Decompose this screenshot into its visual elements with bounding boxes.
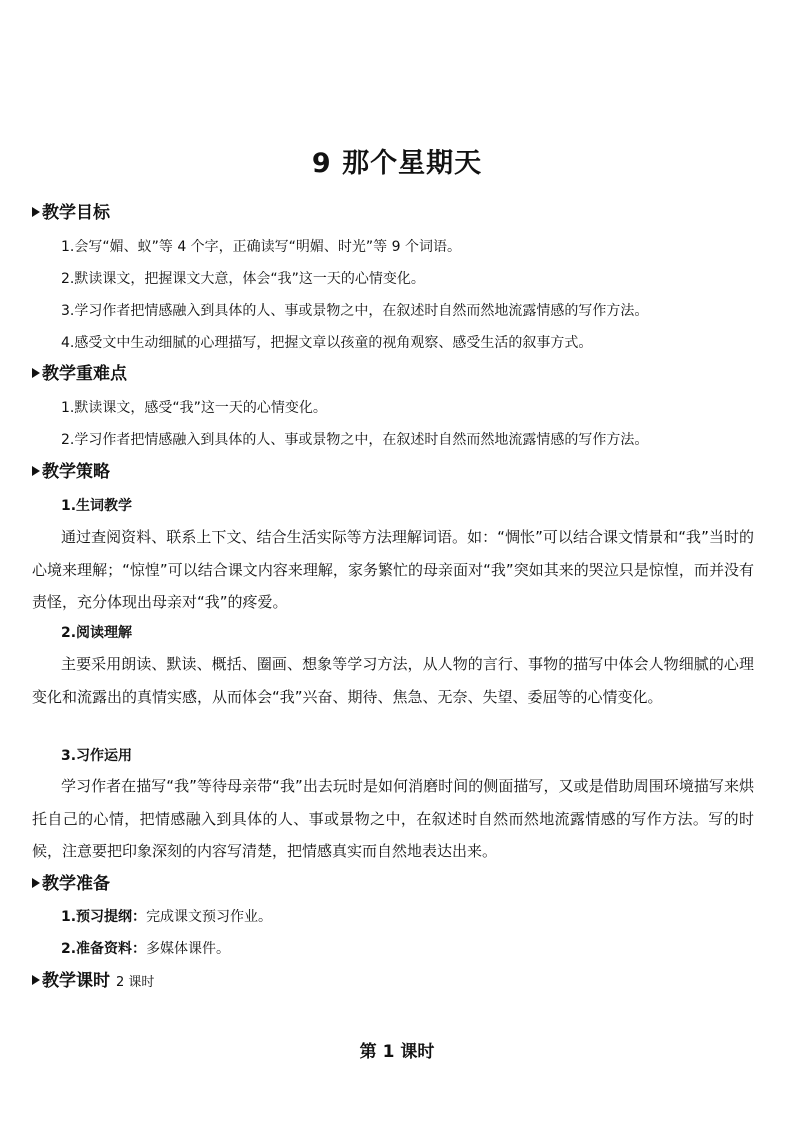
hours-value: 2 课时 <box>116 975 155 990</box>
preparation-text: 完成课文预习作业。 <box>146 909 273 925</box>
strategy-paragraph: 通过查阅资料、联系上下文、结合生活实际等方法理解词语。如：“惆怅”可以结合课文情景和“我”当时的心境来理解；“惊惶”可以结合课文内容来理解，家务繁忙的母亲面对“我”突如其来的哭泣只是惊惶，而并没有责怪，充分体现出母亲对“我”的疼爱。 <box>32 528 754 611</box>
triangle-bullet-icon <box>32 466 40 476</box>
triangle-bullet-icon <box>32 975 40 985</box>
heading-label: 教学课时 <box>42 971 110 991</box>
preparation-item <box>61 939 230 959</box>
triangle-bullet-icon <box>32 207 40 217</box>
section-heading-key-points <box>32 362 127 386</box>
strategy-subheading: 3.习作运用 <box>61 748 133 764</box>
strategy-subheading: 1.生词教学 <box>61 498 133 514</box>
preparation-label: 2.准备资料： <box>61 941 147 957</box>
heading-label: 教学策略 <box>42 462 110 482</box>
heading-label: 教学目标 <box>42 203 110 223</box>
strategy-subheading: 2.阅读理解 <box>61 625 133 641</box>
goal-item: 1.会写“媚、蚁”等 4 个字，正确读写“明媚、时光”等 9 个词语。 <box>61 239 461 255</box>
heading-label: 教学重难点 <box>42 364 127 384</box>
preparation-item <box>61 907 272 927</box>
section-heading-preparation <box>32 872 110 896</box>
goal-item: 3.学习作者把情感融入到具体的人、事或景物之中，在叙述时自然而然地流露情感的写作方法。 <box>61 303 649 319</box>
section-heading-goals <box>32 201 110 225</box>
triangle-bullet-icon <box>32 878 40 888</box>
key-point-item: 1.默读课文，感受“我”这一天的心情变化。 <box>61 400 327 416</box>
heading-label: 教学准备 <box>42 874 110 894</box>
goal-item: 2.默读课文，把握课文大意，体会“我”这一天的心情变化。 <box>61 271 425 287</box>
section-heading-hours <box>32 969 154 995</box>
section-heading-strategy <box>32 460 110 484</box>
triangle-bullet-icon <box>32 368 40 378</box>
strategy-paragraph: 学习作者在描写“我”等待母亲带“我”出去玩时是如何消磨时间的侧面描写，又或是借助周围环境描写来烘托自己的心情，把情感融入到具体的人、事或景物之中，在叙述时自然而然地流露情感的写作方法。写的时候，注意要把印象深刻的内容写清楚，把情感真实而自然地表达出来。 <box>32 777 754 860</box>
goal-item: 4.感受文中生动细腻的心理描写，把握文章以孩童的视角观察、感受生活的叙事方式。 <box>61 335 593 351</box>
page-title: 9 那个星期天 <box>311 148 483 179</box>
key-point-item: 2.学习作者把情感融入到具体的人、事或景物之中，在叙述时自然而然地流露情感的写作方法。 <box>61 432 649 448</box>
preparation-text: 多媒体课件。 <box>146 941 231 957</box>
preparation-label: 1.预习提纲： <box>61 909 147 925</box>
lesson-title: 第 1 课时 <box>359 1042 435 1062</box>
strategy-paragraph: 主要采用朗读、默读、概括、圈画、想象等学习方法，从人物的言行、事物的描写中体会人物细腻的心理变化和流露出的真情实感，从而体会“我”兴奋、期待、焦急、无奈、失望、委屈等的心情变化。 <box>32 655 754 706</box>
